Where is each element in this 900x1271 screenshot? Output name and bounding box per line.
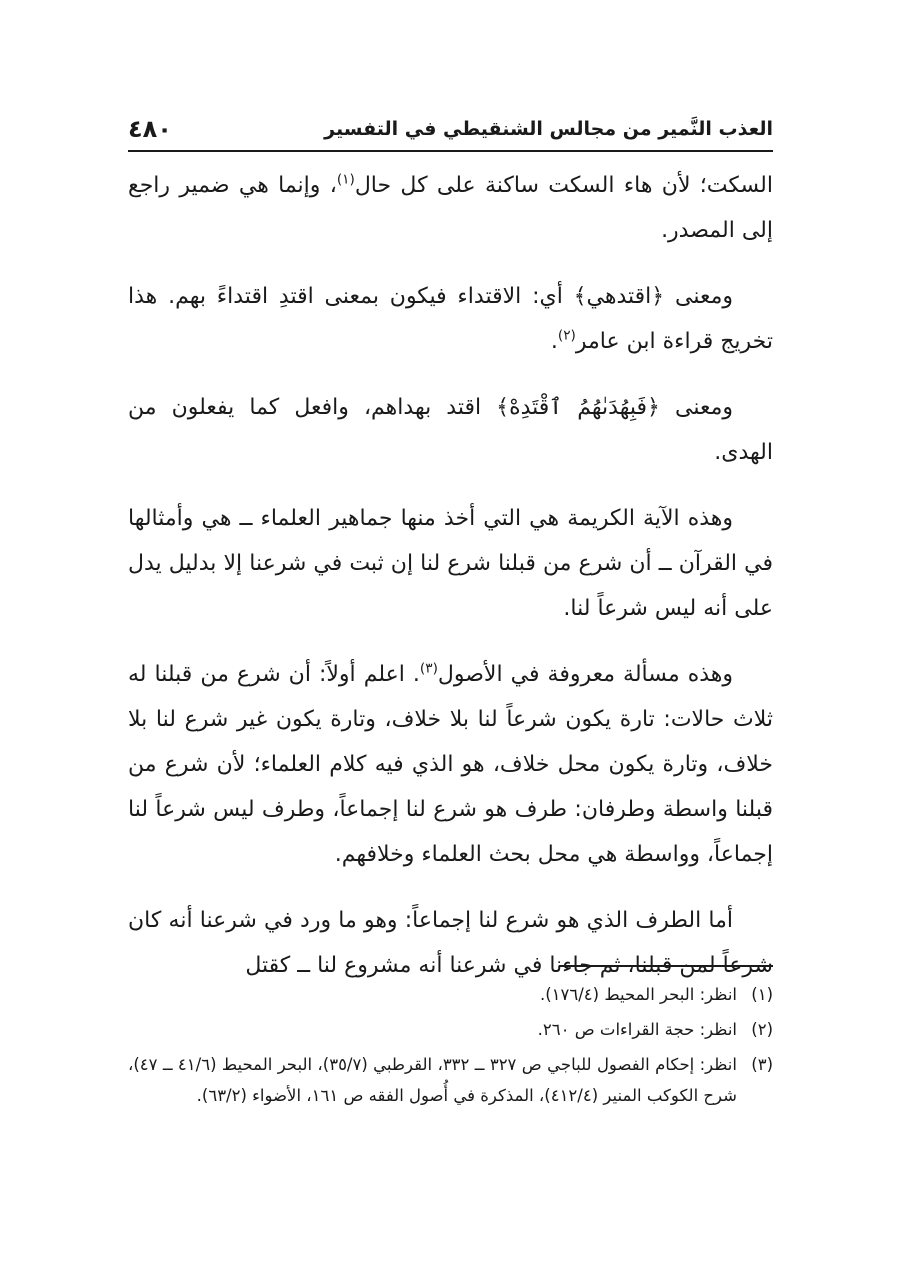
footnote-2-text: انظر: حجة القراءات ص ٢٦٠. <box>537 1020 737 1039</box>
paragraph-2-text-a: ومعنى ﴿اقتدهي﴾ أي: الاقتداء فيكون بمعنى اقتدِ اقتداءً بهم. هذا تخريج قراءة ابن عامر <box>128 284 773 354</box>
footnote-3-text: انظر: إحكام الفصول للباجي ص ٣٢٧ ــ ٣٣٢، القرطبي (٣٥/٧)، البحر المحيط (٤١/٦ ــ ٤٧)، شرح الكوكب المنير (٤١٢/٤)، المذكرة في أُصول الفقه ص ١٦١، الأضواء (٦٣/٢). <box>128 1055 737 1105</box>
book-page <box>128 0 773 1271</box>
footnote-rule <box>559 965 773 967</box>
footnote-ref-1: (١) <box>336 171 355 188</box>
paragraph-5-text-a: وهذه مسألة معروفة في الأصول <box>437 662 733 687</box>
paragraph-4 <box>128 496 773 631</box>
page-header <box>128 112 773 146</box>
footnote-3 <box>128 1049 773 1111</box>
paragraph-3-text: ومعنى ﴿فَبِهُدَىٰهُمُ ٱقْتَدِهْ﴾ اقتد بهداهم، وافعل كما يفعلون من الهدى. <box>128 395 773 465</box>
body-text <box>128 163 773 1009</box>
footnote-2 <box>128 1014 773 1045</box>
paragraph-2 <box>128 274 773 364</box>
footnote-1-text: انظر: البحر المحيط (١٧٦/٤). <box>539 985 737 1004</box>
paragraph-1-text-a: السكت؛ لأن هاء السكت ساكنة على كل حال <box>354 173 773 198</box>
paragraph-2-text-b: . <box>550 329 558 354</box>
footnote-1 <box>128 979 773 1010</box>
paragraph-6-text: أما الطرف الذي هو شرع لنا إجماعاً: وهو ما ورد في شرعنا أنه كان شرعاً لمن قبلنا، ثم جاءنا في شرعنا أنه مشروع لنا ــ كقتل <box>128 908 773 978</box>
paragraph-1 <box>128 163 773 253</box>
footnote-3-number: (٣) <box>751 1055 773 1074</box>
paragraph-5 <box>128 652 773 877</box>
header-rule <box>128 150 773 152</box>
footnote-ref-2: (٢) <box>557 327 576 344</box>
footnote-1-number: (١) <box>751 985 773 1004</box>
footnotes <box>128 979 773 1115</box>
footnote-2-number: (٢) <box>751 1020 773 1039</box>
running-title: العذب النَّمير من مجالس الشنقيطي في التفسير <box>324 118 773 140</box>
paragraph-3 <box>128 385 773 475</box>
paragraph-5-text-b: . اعلم أولاً: أن شرع من قبلنا له ثلاث حالات: تارة يكون شرعاً لنا بلا خلاف، وتارة يكون غير شرع لنا بلا خلاف، وتارة يكون محل خلاف، هو الذي فيه كلام العلماء؛ لأن شرع من قبلنا واسطة وطرفان: طرف هو شرع لنا إجماعاً، وطرف ليس شرعاً لنا إجماعاً، وواسطة هي محل بحث العلماء وخلافهم. <box>128 662 773 867</box>
footnote-ref-3: (٣) <box>419 660 438 677</box>
paragraph-4-text: وهذه الآية الكريمة هي التي أخذ منها جماهير العلماء ــ هي وأمثالها في القرآن ــ أن شرع من قبلنا شرع لنا إن ثبت في شرعنا إلا بدليل يدل على أنه ليس شرعاً لنا. <box>128 506 773 621</box>
page-number: ٤٨٠ <box>128 115 172 143</box>
paragraph-1-text-b: ، وإنما هي ضمير راجع إلى المصدر. <box>128 173 773 243</box>
paragraph-6 <box>128 898 773 988</box>
